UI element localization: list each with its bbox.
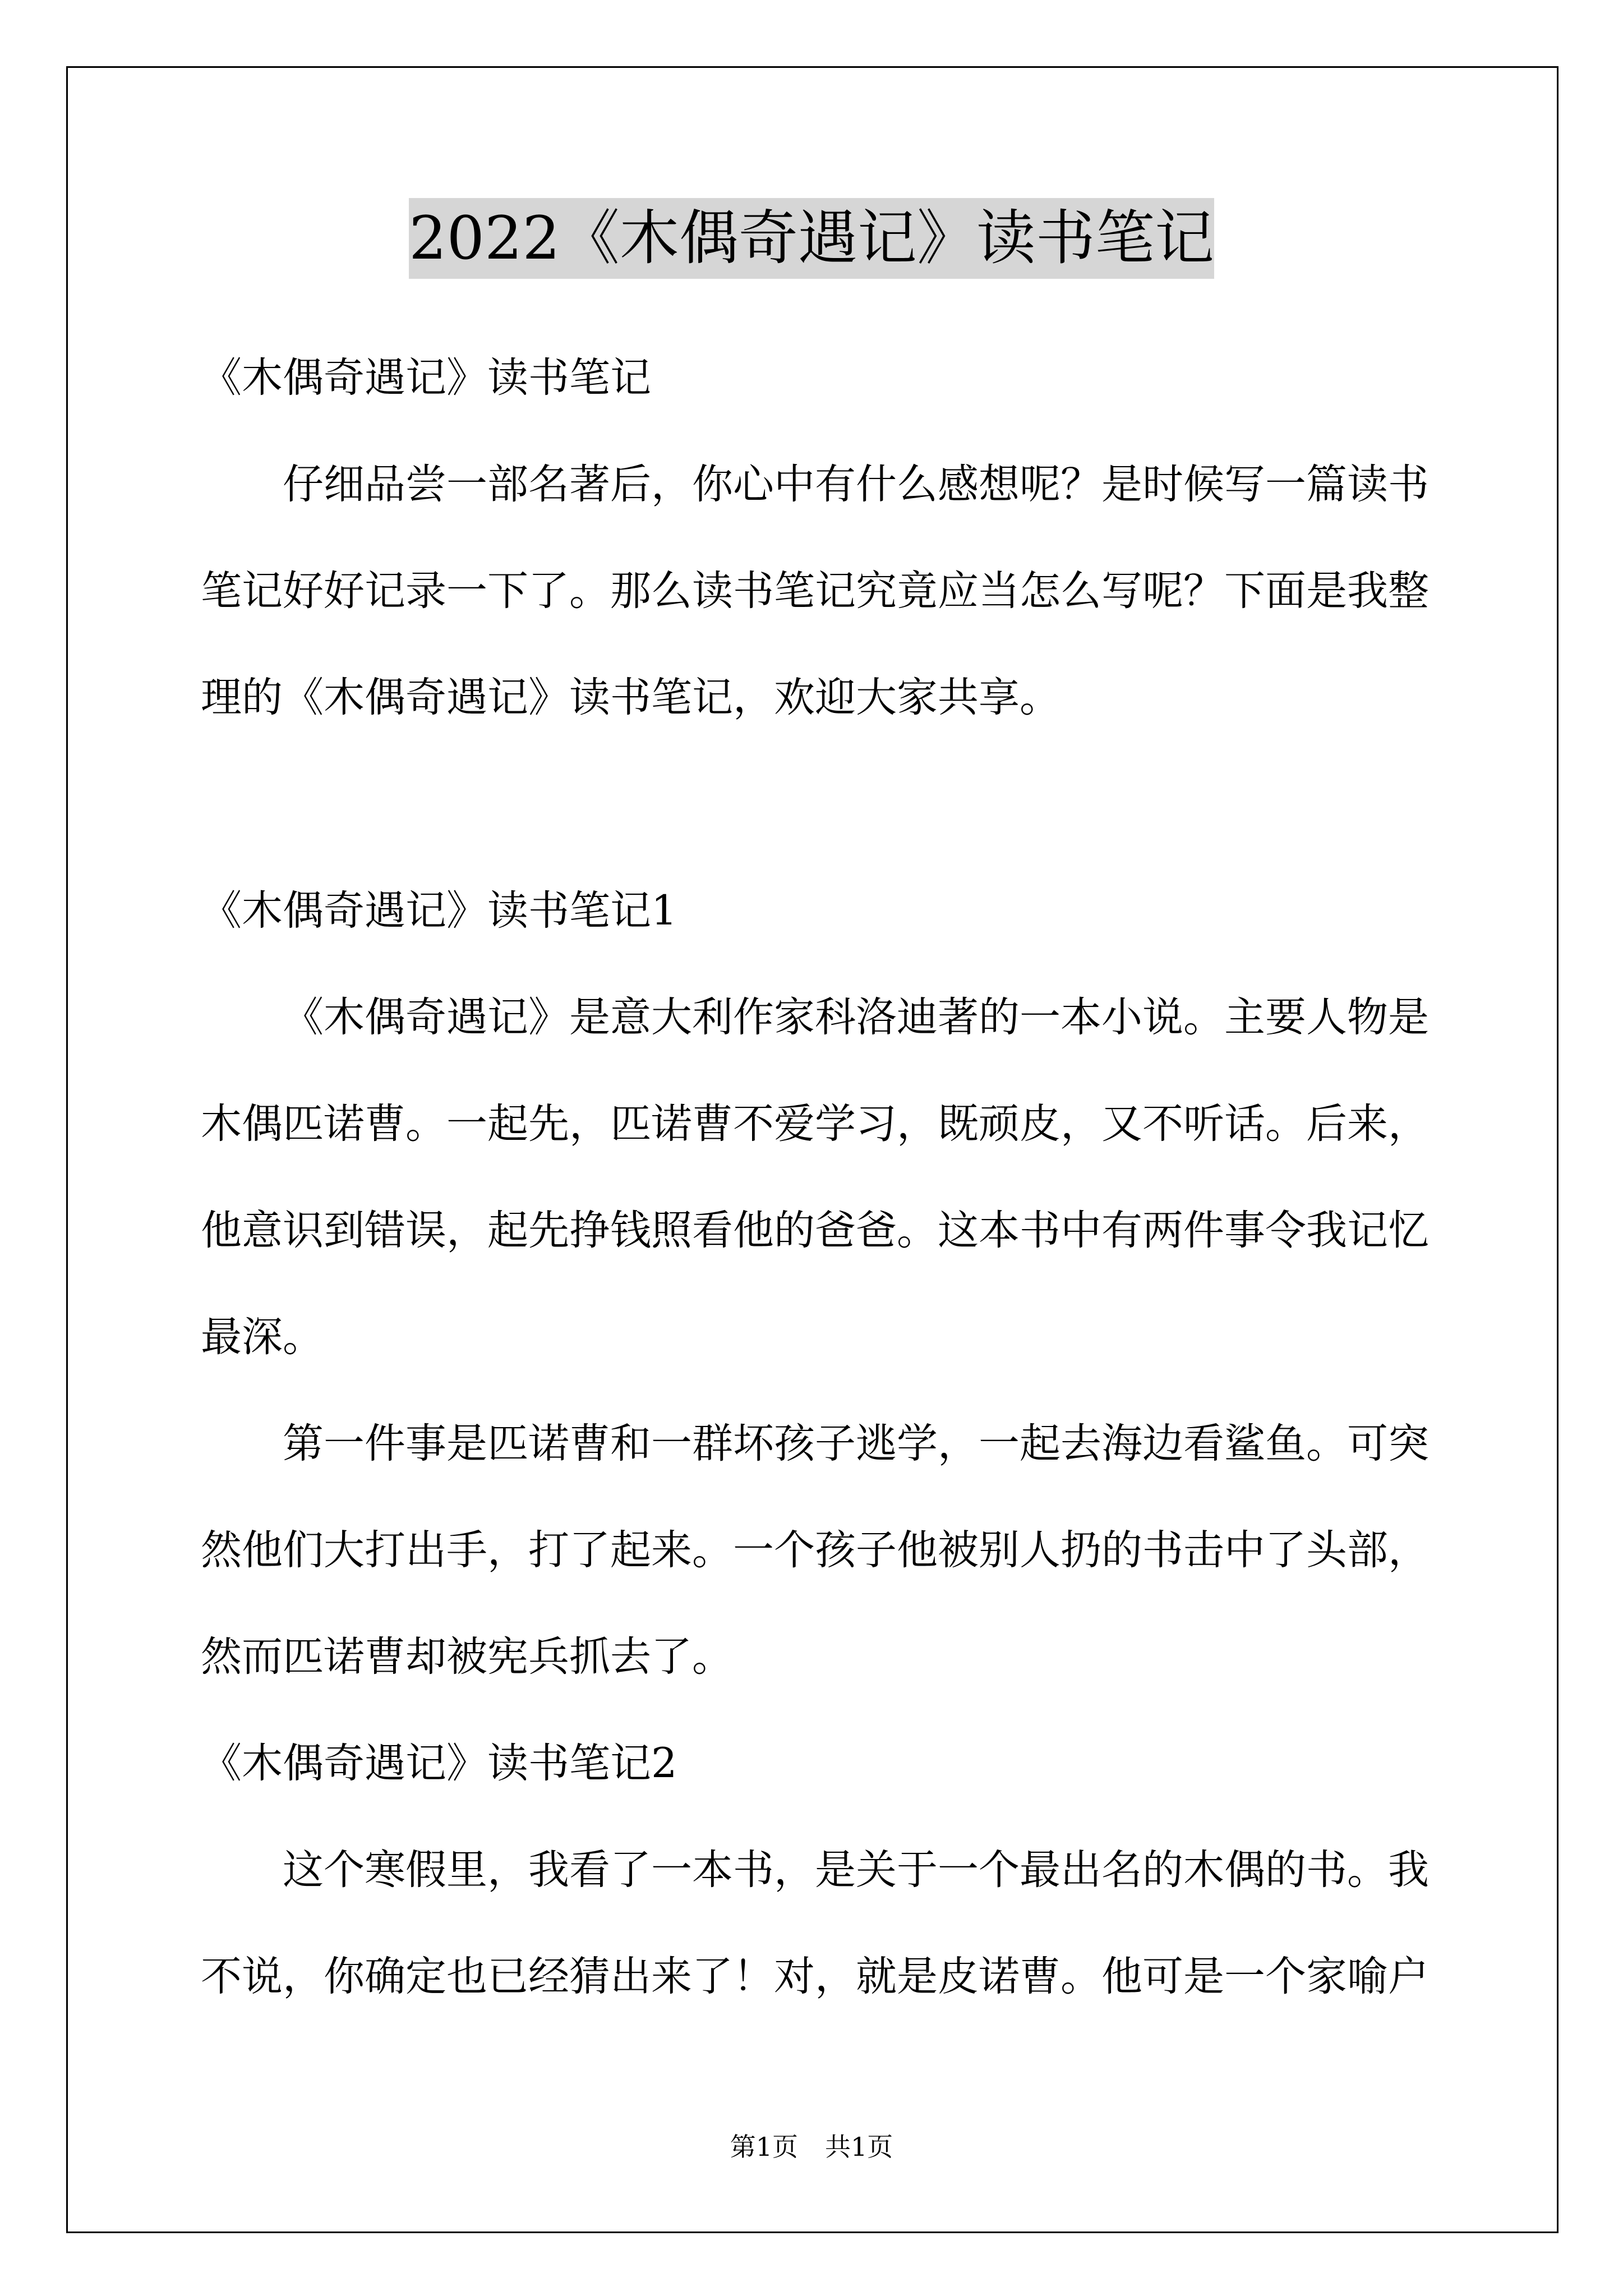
page-number-total: 共1页 [825,2132,893,2162]
paragraph-line: 笔记好好记录一下了。那么读书笔记究竟应当怎么写呢？下面是我整 [201,567,1429,615]
paragraph-line: 然他们大打出手，打了起来。一个孩子他被别人扔的书击中了头部， [201,1526,1429,1574]
title-container [0,198,1623,279]
section-heading: 《木偶奇遇记》读书笔记2 [201,1740,677,1787]
section-1-paragraph-1 [201,964,1491,1391]
paragraph-line: 他意识到错误，起先挣钱照看他的爸爸。这本书中有两件事令我记忆 [201,1207,1429,1254]
section-2-paragraph-1 [201,1817,1491,2030]
section-2 [201,1710,1491,2030]
paragraph-line: 《木偶奇遇记》是意大利作家科洛迪著的一本小说。主要人物是 [283,993,1429,1041]
paragraph-line: 第一件事是匹诺曹和一群坏孩子逃学，一起去海边看鲨鱼。可突 [283,1420,1429,1467]
paragraph-line: 不说，你确定也已经猜出来了！对，就是皮诺曹。他可是一个家喻户 [201,1953,1429,2000]
document-title: 2022《木偶奇遇记》读书笔记 [409,198,1214,279]
paragraph-line: 理的《木偶奇遇记》读书笔记，欢迎大家共享。 [201,674,1061,721]
intro-heading: 《木偶奇遇记》读书笔记 [201,354,651,402]
paragraph-line: 木偶匹诺曹。一起先，匹诺曹不爱学习，既顽皮，又不听话。后来， [201,1100,1429,1148]
paragraph-line: 然而匹诺曹却被宪兵抓去了。 [201,1633,733,1681]
page-footer [0,2130,1623,2164]
blank-line [201,751,1491,858]
section-heading: 《木偶奇遇记》读书笔记1 [201,887,677,935]
section-1-paragraph-2 [201,1391,1491,1710]
intro-paragraph [201,431,1491,751]
paragraph-line: 这个寒假里，我看了一本书，是关于一个最出名的木偶的书。我 [283,1846,1429,1894]
page-number-current: 第1页 [730,2132,798,2162]
document-body [201,325,1491,2030]
section-1 [201,858,1491,1710]
paragraph-line: 最深。 [201,1313,324,1361]
paragraph-line: 仔细品尝一部名著后，你心中有什么感想呢？是时候写一篇读书 [283,461,1429,508]
